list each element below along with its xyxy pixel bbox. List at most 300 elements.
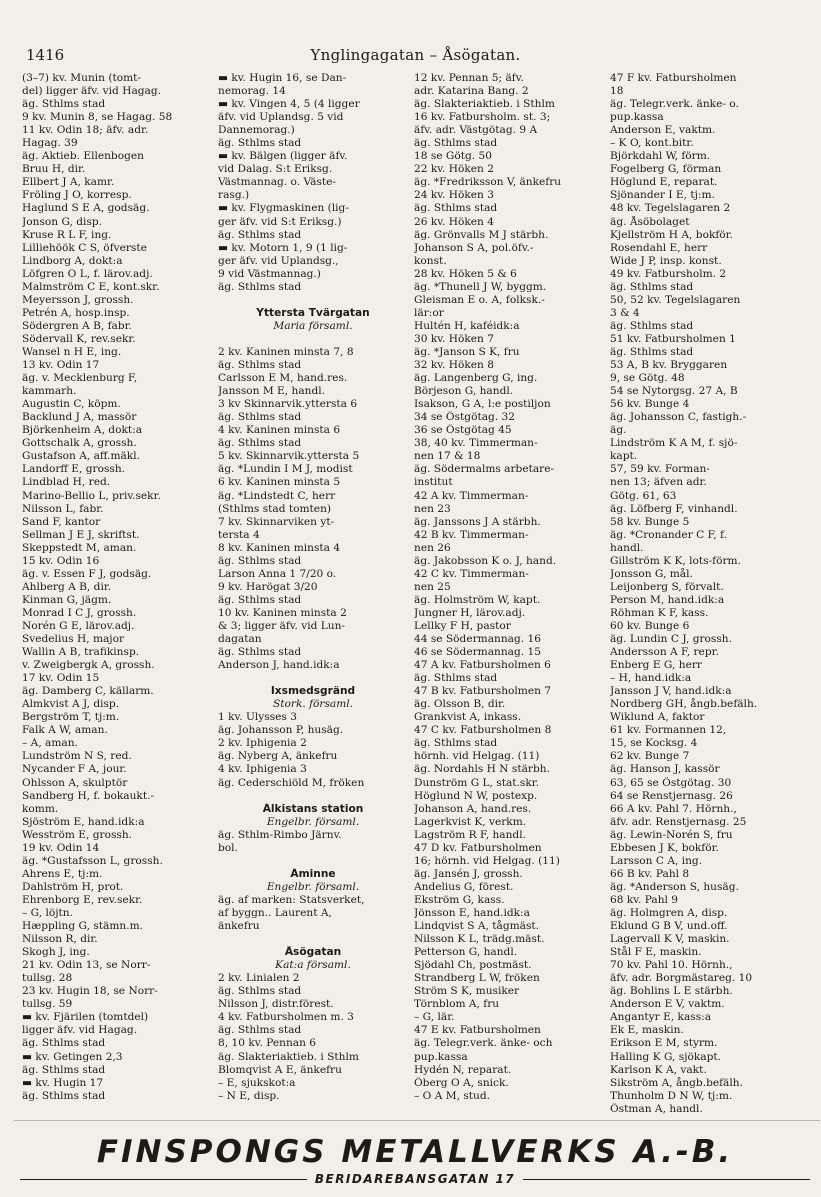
address-rule-left (20, 1179, 307, 1180)
directory-line: komm. (22, 802, 59, 815)
directory-line: äg. *Janson S K, fru (414, 345, 520, 358)
directory-line: Södervall K, rev.sekr. (22, 332, 136, 345)
directory-line: Ek E, maskin. (610, 1024, 684, 1037)
directory-line: 66 A kv. Pahl 7. Hörnh., (610, 802, 737, 815)
footer-divider (14, 1120, 820, 1121)
directory-line: Thunholm D N W, tj:m. (610, 1089, 733, 1102)
directory-line: 15, se Kocksg. 4 (610, 737, 698, 750)
page-number: 1416 (26, 46, 65, 64)
directory-line: Haglund S E A, godsäg. (22, 202, 150, 215)
directory-line: äg. Sthlms stad (218, 593, 302, 606)
directory-line: äg. v. Essen F J, godsäg. (22, 567, 152, 580)
directory-line: äg. Sthlms stad (218, 280, 302, 293)
directory-line: 51 kv. Fatbursholmen 1 (610, 332, 736, 345)
directory-line: nen 17 & 18 (414, 450, 481, 463)
directory-line: äg. Telegr.verk. änke- och (414, 1037, 553, 1050)
directory-line: 68 kv. Pahl 9 (610, 893, 679, 906)
directory-line: Landorff E, grossh. (22, 463, 126, 476)
directory-line: 61 kv. Formannen 12, (610, 724, 727, 737)
directory-line: Fröling J O, korresp. (22, 189, 132, 202)
directory-line: äg. Löfberg F, vinhandl. (610, 502, 738, 515)
directory-line: 16 kv. Fatbursholm. st. 3; (414, 111, 551, 124)
directory-line: nen 23 (414, 502, 451, 515)
directory-line: äfv. vid Uplandsg. 5 vid (218, 111, 344, 124)
directory-line: ger äfv. vid Uplandsg., (218, 254, 339, 267)
directory-line: af byggn.. Laurent A, (218, 907, 332, 919)
directory-line: 4 kv. Fatbursholmen m. 3 (218, 1011, 354, 1024)
directory-line: – H, hand.idk:a (610, 672, 692, 685)
directory-line: äg. Aktieb. Ellenbogen (22, 150, 144, 163)
directory-line: hörnh. vid Helgag. (11) (414, 750, 540, 763)
directory-line: 15 kv. Odin 16 (22, 554, 100, 567)
directory-line: ▬ kv. Hugin 17 (22, 1076, 104, 1089)
directory-line: & 3; ligger äfv. vid Lun- (218, 619, 345, 632)
directory-line: Lindborg A, dokt:a (22, 254, 123, 267)
directory-line: 16; hörnh. vid Helgag. (11) (414, 854, 560, 867)
directory-line: Wansel n H E, ing. (22, 345, 122, 358)
directory-line: Nilsson R, dir. (22, 933, 98, 946)
directory-line: Hæppling G, stämn.m. (22, 920, 143, 933)
directory-line: 11 kv. Odin 18; äfv. adr. (22, 124, 149, 137)
directory-line: äg. Sthlms stad (414, 202, 498, 215)
directory-line: 62 kv. Bunge 7 (610, 750, 690, 763)
directory-line: 46 se Södermannag. 15 (414, 646, 541, 659)
directory-line: 48 kv. Tegelslagaren 2 (610, 202, 731, 215)
directory-line: tullsg. 59 (22, 998, 73, 1011)
directory-line: Fogelberg G, förman (610, 163, 722, 176)
directory-line: Lindblad H, red. (22, 476, 111, 489)
directory-line: 18 (610, 85, 624, 98)
directory-line: v. Zweigbergk A, grossh. (22, 659, 155, 672)
directory-line: Rosendahl E, herr (610, 241, 708, 254)
directory-line: Törnblom A, fru (414, 998, 500, 1011)
directory-line: äg. Sthlms stad (218, 359, 302, 372)
street-heading: Åsögatan (284, 946, 342, 959)
directory-line: Höglund N W, postexp. (414, 789, 538, 802)
street-heading: Äminne (290, 867, 336, 880)
directory-line: Nilsson K L, trädg.mäst. (414, 933, 545, 946)
directory-line: – A, aman. (22, 737, 78, 750)
directory-line: Ebbesen J K, bokför. (610, 841, 719, 854)
directory-line: 13 kv. Odin 17 (22, 359, 100, 372)
directory-line: Björkenheim A, dokt:a (22, 424, 143, 437)
directory-line: 36 se Östgötag 45 (414, 424, 512, 437)
directory-line: Eklund G B V, und.off. (610, 920, 728, 933)
directory-line: äg. af marken: Statsverket, (218, 893, 365, 906)
directory-line: 24 kv. Höken 3 (414, 189, 494, 202)
directory-line: Gottschalk A, grossh. (22, 437, 137, 450)
directory-line: äg. Sthlms stad (22, 1063, 106, 1076)
directory-line: äg. Sthlms stad (218, 228, 302, 241)
directory-line: Ekström G, kass. (414, 893, 505, 906)
directory-line: ▬ kv. Vingen 4, 5 (4 ligger (218, 98, 360, 111)
directory-line: 32 kv. Höken 8 (414, 359, 494, 372)
directory-line: 17 kv. Odin 15 (22, 672, 100, 685)
directory-line: Marino-Bellio L, priv.sekr. (22, 489, 161, 502)
directory-line: äg. Sthlms stad (218, 554, 302, 567)
directory-line: vid Dalag. S:t Eriksg. (218, 163, 333, 176)
directory-line: äfv. adr. Renstjernasg. 25 (610, 815, 747, 828)
directory-line: äg. (610, 424, 627, 437)
directory-line: äg. v. Mecklenburg F, (22, 372, 138, 385)
directory-line: nen 13; äfven adr. (610, 476, 707, 489)
directory-line: Johanson A, hand.res. (414, 802, 532, 815)
directory-line: Backlund J A, massör (22, 411, 137, 424)
directory-line: 42 B kv. Timmerman- (414, 528, 529, 541)
street-heading: Ixsmedsgränd (270, 685, 356, 698)
directory-line: ▬ kv. Flygmaskinen (lig- (218, 202, 349, 215)
directory-line (218, 672, 408, 685)
directory-line: 22 kv. Höken 2 (414, 163, 494, 176)
directory-line: Anderson E, vaktm. (610, 124, 716, 137)
directory-line: Jungner H, lärov.adj. (414, 606, 526, 619)
directory-line: Wiklund A, faktor (610, 711, 705, 724)
directory-line: äg. Åsöbolaget (610, 215, 690, 228)
directory-line: Leijonberg S, förvalt. (610, 580, 724, 593)
directory-line: äg. Hanson J, kassör (610, 763, 720, 776)
address-rule-right (523, 1179, 810, 1180)
directory-line: 70 kv. Pahl 10. Hörnh., (610, 959, 733, 972)
directory-line: äg. Bohlins L E stärbh. (610, 985, 733, 998)
directory-line: Dunström G L, stat.skr. (414, 776, 540, 789)
directory-line: konst. (414, 254, 447, 267)
directory-line: äg. Sthlms stad (414, 137, 498, 150)
directory-line: Strandberg L W, fröken (414, 972, 540, 985)
directory-line (218, 790, 408, 803)
directory-line: (Sthlms stad tomten) (218, 502, 332, 515)
directory-line: Ström S K, musiker (414, 985, 520, 998)
directory-line: 1 kv. Ulysses 3 (218, 711, 297, 724)
directory-line: Lindqvist S A, tågmäst. (414, 920, 540, 933)
directory-columns (22, 72, 812, 1122)
directory-line: 53 A, B kv. Bryggaren (610, 359, 728, 372)
directory-line: äg. Janssons J A stärbh. (414, 515, 541, 528)
directory-line: äg. *Cronander C F, f. (610, 528, 727, 541)
directory-line: Nycander F A, jour. (22, 763, 127, 776)
directory-line: 18 se Götg. 50 (414, 150, 493, 163)
directory-line: 56 kv. Bunge 4 (610, 398, 690, 411)
directory-line: 12 kv. Pennan 5; äfv. (414, 72, 524, 84)
directory-column-3 (414, 72, 604, 1122)
directory-line: äfv. adr. Borgmästareg. 10 (610, 972, 753, 985)
directory-line: – O A M, stud. (414, 1089, 490, 1102)
parish-label: Stork. församl. (272, 698, 354, 711)
directory-line: 4 kv. Kaninen minsta 6 (218, 424, 341, 437)
directory-line: Monrad I C J, grossh. (22, 606, 137, 619)
directory-line: Anderson J, hand.idk:a (218, 659, 340, 672)
directory-line: äg. Sthlms stad (610, 319, 694, 332)
directory-line: Person M, hand.idk:a (610, 593, 725, 606)
directory-line: Malmström C E, kont.skr. (22, 280, 160, 293)
directory-line: äg. Cederschiöld M, fröken (218, 776, 365, 789)
parish-label: Maria församl. (273, 319, 353, 332)
directory-line: rasg.) (218, 189, 250, 202)
directory-line: Ohlsson A, skulptör (22, 776, 128, 789)
directory-line: Gillström K K, lots-förm. (610, 554, 741, 567)
directory-line: 54 se Nytorgsg. 27 A, B (610, 385, 738, 398)
directory-line: Sikström A, ångb.befälh. (610, 1076, 743, 1089)
directory-line: Jonson G, disp. (22, 215, 103, 228)
directory-line: äg. Nyberg A, änkefru (218, 750, 338, 763)
directory-line: äg. Johansson C, fastigh.- (610, 411, 747, 424)
directory-line: Lundström N S, red. (22, 750, 132, 763)
directory-line: Falk A W, aman. (22, 724, 108, 737)
directory-line: Svedelius H, major (22, 633, 125, 646)
directory-line: 58 kv. Bunge 5 (610, 515, 690, 528)
directory-line: Enberg E G, herr (610, 659, 702, 672)
directory-line: Isakson, G A, l:e postiljon (414, 398, 551, 411)
directory-line: Östman A, handl. (610, 1102, 703, 1115)
directory-line: lär:or (414, 306, 444, 319)
directory-line: Andelius G, förest. (414, 880, 514, 893)
directory-line: Karlson K A, vakt. (610, 1063, 707, 1076)
directory-line: Johanson S A, pol.öfv.- (414, 241, 534, 254)
directory-line: Nilsson J, distr.förest. (218, 998, 334, 1011)
directory-line: 9 kv. Munin 8, se Hagag. 58 (22, 111, 173, 124)
directory-line: Jansson J V, hand.idk:a (610, 685, 732, 698)
directory-line: 5 kv. Skinnarvik.ytterstа 5 (218, 450, 360, 463)
directory-line: – G, lär. (414, 1011, 455, 1024)
directory-line: 47 F kv. Fatbursholmen (610, 72, 737, 84)
directory-line: äg. Södermalms arbetare- (414, 463, 555, 476)
directory-line: ▬ kv. Fjärilen (tomtdel) (22, 1011, 149, 1024)
directory-line: 2 kv. Iphigenia 2 (218, 737, 307, 750)
directory-line: 49 kv. Fatbursholm. 2 (610, 267, 727, 280)
directory-line: äg. Sthlms stad (610, 280, 694, 293)
directory-line: äfv. adr. Västgötag. 9 A (414, 124, 538, 137)
directory-line: Södergren A B, fabr. (22, 319, 132, 332)
directory-column-4 (610, 72, 806, 1122)
directory-line: Gleisman E o. A, folksk.- (414, 293, 545, 306)
directory-line: äg. Langenberg G, ing. (414, 372, 538, 385)
directory-line: handl. (610, 541, 644, 554)
directory-line: Ahrens E, tj:m. (22, 867, 103, 880)
directory-line: adr. Katarina Bang. 2 (414, 85, 529, 98)
directory-line: 9 kv. Harögat 3/20 (218, 580, 318, 593)
directory-line: Wesström E, grossh. (22, 828, 133, 841)
directory-line: Petrén A, hosp.insp. (22, 306, 130, 319)
directory-line: Sandberg H, f. bokaukt.- (22, 789, 155, 802)
parish-label: Engelbr. församl. (266, 880, 360, 893)
directory-line: 42 C kv. Timmerman- (414, 567, 529, 580)
directory-line: Grankvist A, inkass. (414, 711, 522, 724)
directory-line: 2 kv. Kaninen minsta 7, 8 (218, 345, 354, 358)
directory-line: äg. Grönvalls M J stärbh. (414, 228, 549, 241)
directory-line: äg. *Thunell J W, byggm. (414, 280, 547, 293)
directory-line: 34 se Östgötag. 32 (414, 411, 516, 424)
directory-line: äg. Sthlms stad (22, 98, 106, 111)
directory-line: 26 kv. Höken 4 (414, 215, 494, 228)
directory-line: Kruse R L F, ing. (22, 228, 112, 241)
directory-line: äg. Jansén J, grossh. (414, 867, 523, 880)
page-header (26, 46, 805, 68)
directory-line: 47 D kv. Fatbursholmen (414, 841, 542, 854)
directory-line: ▬ kv. Motorn 1, 9 (1 lig- (218, 241, 348, 254)
street-heading: Älkistans station (262, 802, 364, 815)
directory-line: Skeppstedt M, aman. (22, 541, 137, 554)
directory-line: Dannemorag.) (218, 124, 295, 137)
directory-line: äg. *Anderson S, husäg. (610, 880, 739, 893)
directory-line: Dahlström H, prot. (22, 880, 124, 893)
directory-line: Stål F E, maskin. (610, 946, 702, 959)
directory-line: äg. *Lindstedt C, herr (218, 489, 336, 502)
directory-line: Lindström K A M, f. sjö- (610, 437, 738, 450)
directory-line: äg. Sthlms stad (218, 1024, 302, 1037)
directory-line: Nordberg GH, ångb.befälh. (610, 698, 758, 711)
directory-line: 7 kv. Skinnarviken yt- (218, 515, 335, 528)
directory-line: 60 kv. Bunge 6 (610, 619, 690, 632)
directory-line: Sand F, kantor (22, 515, 101, 528)
directory-line: Lilliehöök C S, öfverste (22, 241, 147, 254)
directory-line: Blomqvist A E, änkefru (218, 1063, 342, 1076)
directory-line: äg. *Fredriksson V, änkefru (414, 176, 562, 189)
directory-line: – E, sjukskot:a (218, 1076, 296, 1089)
directory-line: 28 kv. Höken 5 & 6 (414, 267, 517, 280)
directory-line: 8 kv. Kaninen minsta 4 (218, 541, 341, 554)
directory-line: 47 E kv. Fatbursholmen (414, 1024, 541, 1037)
directory-line: äg. Sthlms stad (22, 1037, 106, 1050)
directory-line: institut (414, 476, 453, 489)
directory-line: 30 kv. Höken 7 (414, 332, 494, 345)
directory-line: kapt. (610, 450, 638, 463)
directory-line: 6 kv. Kaninen minsta 5 (218, 476, 341, 489)
directory-line: pup.kassa (414, 1050, 468, 1063)
directory-line: Larsson C A, ing. (610, 854, 703, 867)
page-title: Ynglingagatan – Åsögatan. (310, 46, 521, 64)
directory-line: – K O, kont.bitr. (610, 137, 694, 150)
directory-line: ▬ kv. Hugin 16, se Dan- (218, 72, 347, 84)
directory-line: Larson Anna 1 7/20 o. (218, 567, 337, 580)
directory-line: Andersson A F, repr. (610, 646, 719, 659)
directory-line: Sjödahl Ch, postmäst. (414, 959, 532, 972)
directory-line: äg. Sthlms stad (218, 985, 302, 998)
directory-line: Lagervall K V, maskin. (610, 933, 730, 946)
directory-line: 44 se Södermannag. 16 (414, 633, 541, 646)
directory-line: Ahlberg A B, dir. (22, 580, 112, 593)
directory-line: 47 A kv. Fatbursholmen 6 (414, 659, 551, 672)
directory-line: Angantyr E, kass:a (610, 1011, 712, 1024)
directory-line: pup.kassa (610, 111, 664, 124)
directory-line: Gustafson A, aff.mäkl. (22, 450, 140, 463)
directory-line: änkefru (218, 920, 260, 933)
directory-line (218, 855, 408, 868)
directory-line: Nilsson L, fabr. (22, 502, 104, 515)
directory-line: 9 vid Västmannag.) (218, 267, 321, 280)
directory-line: Björkdahl W, förm. (610, 150, 711, 163)
directory-line: äg. Holmgren A, disp. (610, 907, 728, 919)
directory-line: dagatan (218, 633, 262, 646)
directory-line: Höglund E, reparat. (610, 176, 718, 189)
directory-line (218, 933, 408, 946)
directory-line: Sjönander I E, tj:m. (610, 189, 715, 202)
directory-line: äg. Sthlm-Rimbo Järnv. (218, 828, 342, 841)
directory-line: 10 kv. Kaninen minsta 2 (218, 606, 347, 619)
directory-line: tullsg. 28 (22, 972, 73, 985)
directory-line: äg. Olsson B, dir. (414, 698, 506, 711)
directory-column-2 (218, 72, 408, 1122)
directory-line: 47 C kv. Fatbursholmen 8 (414, 724, 552, 737)
directory-line: Börjeson G, handl. (414, 385, 514, 398)
directory-line: 2 kv. Linialen 2 (218, 972, 300, 985)
directory-line: nen 26 (414, 541, 451, 554)
directory-line: kammarh. (22, 385, 77, 398)
directory-line: Sjöström E, hand.idk:a (22, 815, 145, 828)
advertisement-company: FINSPONGS METALLVERKS A.-B. (96, 1134, 734, 1170)
directory-line: äg. Johansson P, husäg. (218, 724, 344, 737)
directory-line: Erikson E M, styrm. (610, 1037, 718, 1050)
directory-line: – N E, disp. (218, 1089, 280, 1102)
directory-line: Götg. 61, 63 (610, 489, 677, 502)
directory-line: Lellky F H, pastor (414, 619, 511, 632)
directory-line: äg. Nordahls H N stärbh. (414, 763, 550, 776)
directory-line: ▬ kv. Bälgen (ligger äfv. (218, 150, 348, 163)
directory-line: äg. Slakteriaktieb. i Sthlm (414, 98, 555, 111)
directory-line: äg. Sthlms stad (218, 437, 302, 450)
directory-line: Öberg O A, snick. (414, 1076, 509, 1089)
directory-line: Lagström R F, handl. (414, 828, 526, 841)
directory-line: Almkvist A J, disp. (22, 698, 120, 711)
directory-line: äg. Lundin C J, grossh. (610, 633, 732, 646)
directory-line: 42 A kv. Timmerman- (414, 489, 529, 502)
directory-line: 47 B kv. Fatbursholmen 7 (414, 685, 552, 698)
directory-line (218, 333, 408, 346)
directory-line (218, 294, 408, 307)
directory-line: Jönsson E, hand.idk:a (414, 907, 530, 919)
directory-line: (3–7) kv. Munin (tomt- (22, 72, 142, 84)
directory-line: 8, 10 kv. Pennan 6 (218, 1037, 317, 1050)
directory-line: 3 kv Skinnarvik.ytterstа 6 (218, 398, 358, 411)
directory-line: äg. Sthlms stad (414, 672, 498, 685)
directory-line: 57, 59 kv. Forman- (610, 463, 710, 476)
directory-line: Hultén H, kaféidk:a (414, 319, 520, 332)
directory-line: äg. Damberg C, källarm. (22, 685, 154, 698)
directory-line: del) ligger äfv. vid Hagag. (22, 85, 162, 98)
directory-line: Norén G E, lärov.adj. (22, 619, 135, 632)
directory-line: äg. Holmström W, kapt. (414, 593, 541, 606)
parish-label: Engelbr. församl. (266, 815, 360, 828)
directory-line: Bergström T, tj:m. (22, 711, 120, 724)
directory-line: Lagerkvist K, verkm. (414, 815, 527, 828)
directory-line: äg. Slakteriaktieb. i Sthlm (218, 1050, 359, 1063)
directory-line: Bruu H, dir. (22, 163, 86, 176)
street-heading: Yttersta Tvärgatan (256, 306, 370, 319)
directory-line: Sellman J E J, skriftst. (22, 528, 140, 541)
directory-line: 66 B kv. Pahl 8 (610, 867, 690, 880)
directory-line: Meyersson J, grossh. (22, 293, 134, 306)
directory-line: äg. Sthlms stad (218, 646, 302, 659)
directory-line: äg. Sthlms stad (610, 345, 694, 358)
directory-line: Augustin C, köpm. (22, 398, 121, 411)
directory-line: äg. Sthlms stad (414, 737, 498, 750)
directory-line: äg. Jakobsson K o. J, hand. (414, 554, 557, 567)
parish-label: Kat:a församl. (275, 959, 351, 972)
directory-line: Carlsson E M, hand.res. (218, 372, 348, 385)
directory-line: 21 kv. Odin 13, se Norr- (22, 959, 151, 972)
directory-line: Anderson E V, vaktm. (610, 998, 725, 1011)
advertisement-address-row (20, 1172, 810, 1186)
directory-line: ▬ kv. Getingen 2,3 (22, 1050, 123, 1063)
directory-line: Ehrenborg E, rev.sekr. (22, 893, 143, 906)
directory-line: Wallin A B, trafikinsp. (22, 646, 140, 659)
directory-line: Hydén N, reparat. (414, 1063, 512, 1076)
directory-line: 38, 40 kv. Timmerman- (414, 437, 538, 450)
directory-line: Petterson G, handl. (414, 946, 518, 959)
advertisement (20, 1134, 810, 1186)
directory-line: Kinman G, jägm. (22, 593, 112, 606)
directory-line: äg. Sthlms stad (218, 137, 302, 150)
directory-line: Jansson M E, handl. (218, 385, 326, 398)
directory-line: äg. Sthlms stad (22, 1089, 106, 1102)
